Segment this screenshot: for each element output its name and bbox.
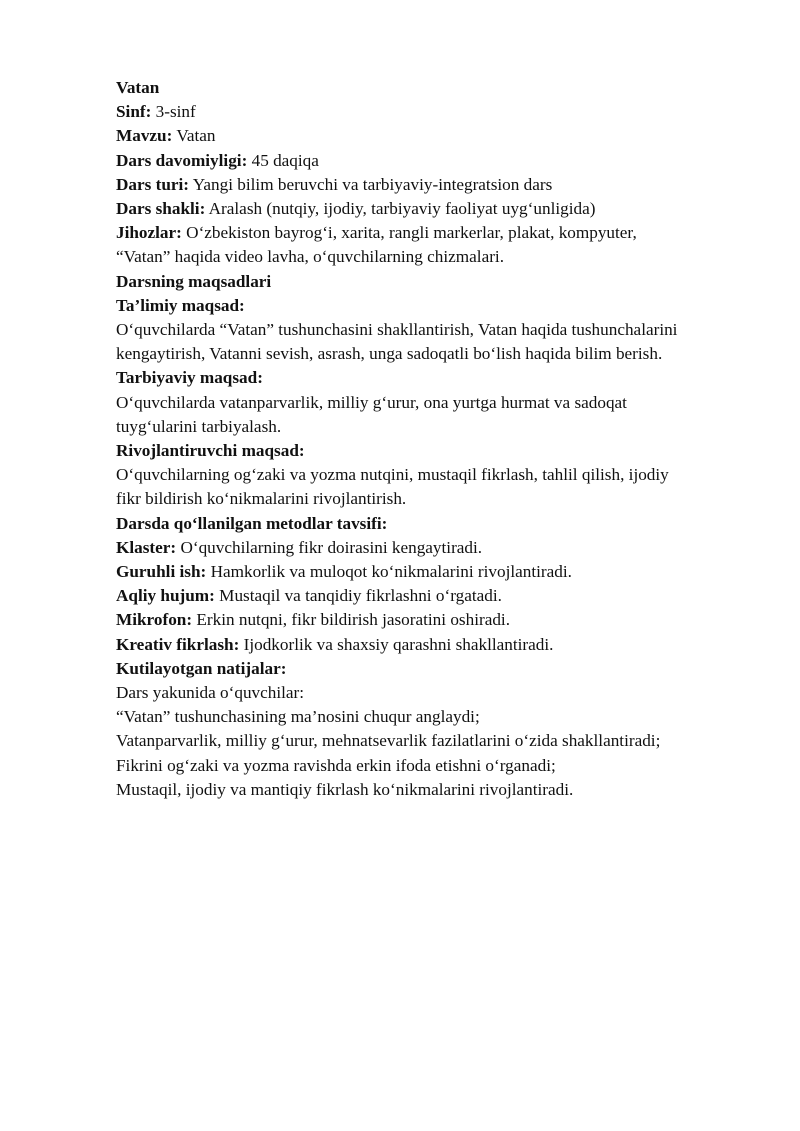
method-label: Guruhli ish: <box>116 562 207 582</box>
meta-lesson-form <box>116 197 756 221</box>
method-item <box>116 560 756 584</box>
meta-label: Mavzu: <box>116 126 173 146</box>
outcome-item: “Vatan” tushunchasining ma’nosini chuqur anglaydi; <box>116 707 480 727</box>
meta-label: Sinf: <box>116 102 152 122</box>
meta-value: O‘zbekiston bayrog‘i, xarita, rangli markerlar, plakat, kompyuter, <box>181 223 637 243</box>
lesson-meta <box>116 100 756 269</box>
method-label: Klaster: <box>116 537 177 557</box>
outcomes-heading: Kutilayotgan natijalar: <box>116 658 287 678</box>
method-item <box>116 633 756 657</box>
meta-lesson-type <box>116 173 756 197</box>
goal-educational <box>116 294 756 367</box>
goal-heading: Tarbiyaviy maqsad: <box>116 368 263 388</box>
meta-label: Dars davomiyligi: <box>116 150 248 170</box>
document-page <box>116 76 756 802</box>
method-description: O‘quvchilarning fikr doirasini kengaytiradi. <box>176 537 483 557</box>
goals-heading: Darsning maqsadlari <box>116 271 272 291</box>
meta-label: Dars shakli: <box>116 199 206 219</box>
method-item <box>116 584 756 608</box>
goal-upbringing <box>116 366 756 439</box>
methods-list <box>116 536 756 657</box>
method-label: Kreativ fikrlash: <box>116 634 240 654</box>
goal-heading: Rivojlantiruvchi maqsad: <box>116 441 305 461</box>
meta-equipment-continued: “Vatan” haqida video lavha, o‘quvchilarning chizmalari. <box>116 247 504 267</box>
method-description: Mustaqil va tanqidiy fikrlashni o‘rgatadi. <box>214 586 502 606</box>
goal-text: tuyg‘ularini tarbiyalash. <box>116 416 282 436</box>
method-description: Erkin nutqni, fikr bildirish jasoratini oshiradi. <box>192 610 511 630</box>
meta-value: 45 daqiqa <box>247 150 319 170</box>
method-item <box>116 608 756 632</box>
meta-value: Vatan <box>172 126 216 146</box>
goal-text: O‘quvchilarning og‘zaki va yozma nutqini, mustaqil fikrlash, tahlil qilish, ijodiy <box>116 465 669 485</box>
goal-developmental <box>116 439 756 512</box>
meta-label: Dars turi: <box>116 174 190 194</box>
method-item <box>116 536 756 560</box>
goal-text: O‘quvchilarda vatanparvarlik, milliy g‘urur, ona yurtga hurmat va sadoqat <box>116 392 627 412</box>
outcome-item: Fikrini og‘zaki va yozma ravishda erkin ifoda etishni o‘rganadi; <box>116 755 556 775</box>
meta-equipment <box>116 221 756 245</box>
meta-grade <box>116 100 756 124</box>
meta-value: Aralash (nutqiy, ijodiy, tarbiyaviy faoliyat uyg‘unligida) <box>205 199 596 219</box>
outcome-item: Vatanparvarlik, milliy g‘urur, mehnatsevarlik fazilatlarini o‘zida shakllantiradi; <box>116 731 661 751</box>
meta-value: Yangi bilim beruvchi va tarbiyaviy-integratsion dars <box>189 174 553 194</box>
meta-duration <box>116 149 756 173</box>
meta-label: Jihozlar: <box>116 223 182 243</box>
method-label: Mikrofon: <box>116 610 193 630</box>
document-title: Vatan <box>116 78 160 97</box>
meta-topic <box>116 124 756 148</box>
goal-text: fikr bildirish ko‘nikmalarini rivojlantirish. <box>116 489 407 509</box>
outcome-item: Mustaqil, ijodiy va mantiqiy fikrlash ko‘nikmalarini rivojlantiradi. <box>116 779 574 799</box>
method-description: Hamkorlik va muloqot ko‘nikmalarini rivojlantiradi. <box>206 562 572 582</box>
methods-heading: Darsda qo‘llanilgan metodlar tavsifi: <box>116 513 388 533</box>
method-label: Aqliy hujum: <box>116 586 215 606</box>
goal-heading: Ta’limiy maqsad: <box>116 295 245 315</box>
method-description: Ijodkorlik va shaxsiy qarashni shakllantiradi. <box>239 634 554 654</box>
goal-text: O‘quvchilarda “Vatan” tushunchasini shakllantirish, Vatan haqida tushunchalarini <box>116 320 678 340</box>
goal-text: kengaytirish, Vatanni sevish, asrash, unga sadoqatli bo‘lish haqida bilim berish. <box>116 344 663 364</box>
outcomes-list <box>116 705 756 802</box>
outcomes-intro: Dars yakunida o‘quvchilar: <box>116 683 305 703</box>
meta-value: 3-sinf <box>151 102 196 122</box>
